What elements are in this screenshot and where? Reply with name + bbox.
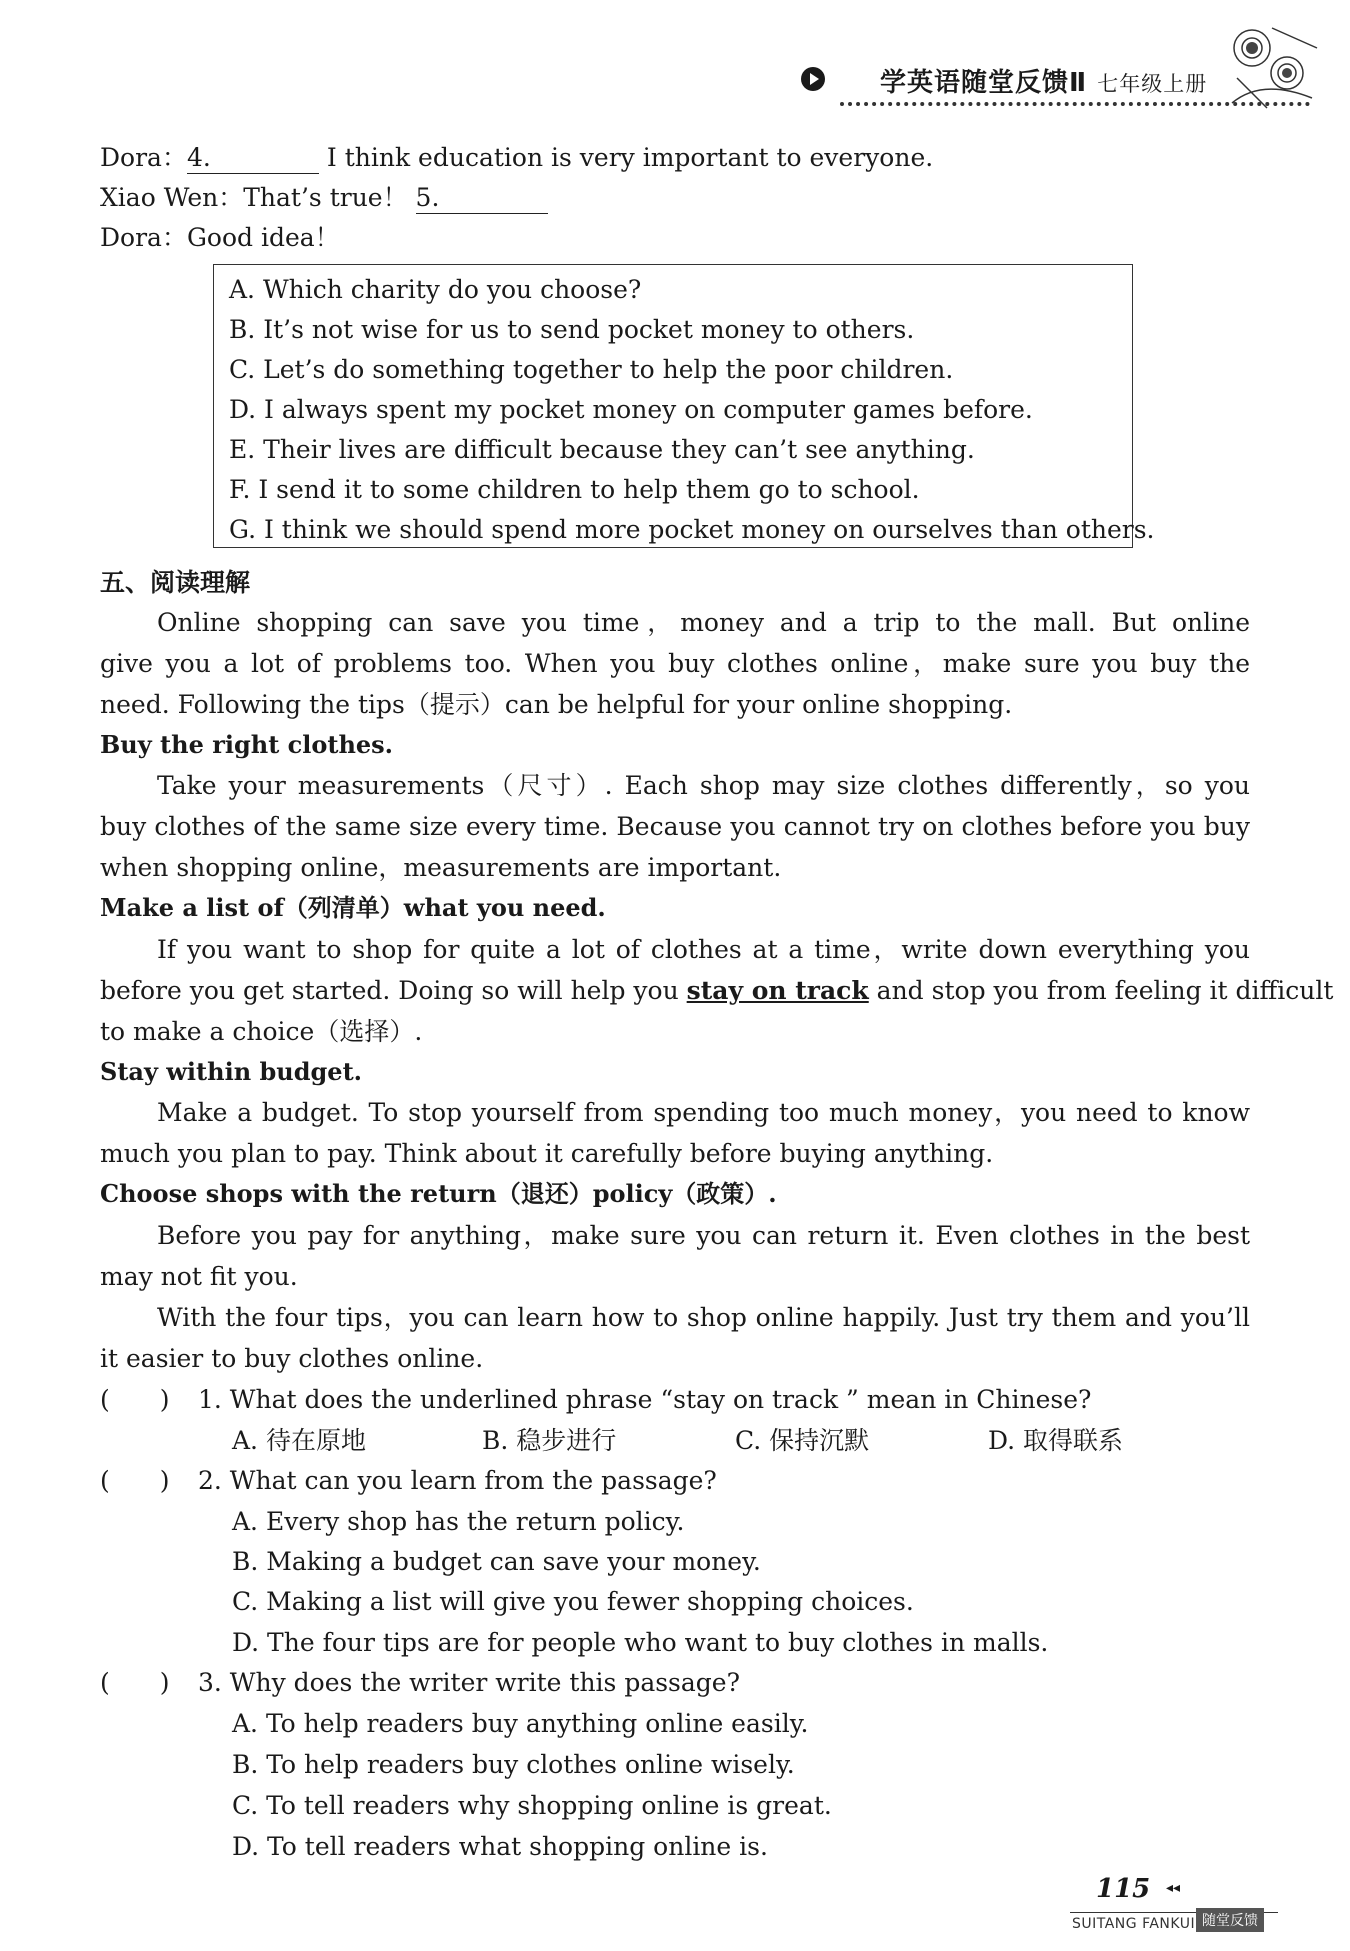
- passage-intro-line: give you a lot of problems too. When you buy clothes online，make sure you buy the: [100, 649, 1250, 678]
- tip-paragraph-line: may not fit you.: [100, 1262, 298, 1291]
- flower-decoration-icon: [1222, 18, 1322, 118]
- answer-paren-2[interactable]: ( ): [100, 1466, 170, 1495]
- answer-paren-3[interactable]: ( ): [100, 1668, 170, 1697]
- question-3-choice-c[interactable]: C. To tell readers why shopping online is great.: [232, 1791, 832, 1820]
- question-1-choice-a[interactable]: A. 待在原地: [232, 1426, 366, 1455]
- tip-paragraph-line: Before you pay for anything，make sure you can return it. Even clothes in the best: [157, 1221, 1250, 1250]
- question-1-choice-c[interactable]: C. 保持沉默: [735, 1426, 870, 1455]
- footer-english-label: SUITANG FANKUI: [1072, 1916, 1196, 1932]
- play-icon: [800, 66, 826, 92]
- tip-paragraph-line: before you get started. Doing so will help you stay on track and stop you from feeling it difficult: [100, 976, 1334, 1005]
- passage-intro-line: Online shopping can save you time，money and a trip to the mall. But online: [157, 608, 1250, 637]
- tip-paragraph-line: If you want to shop for quite a lot of clothes at a time，write down everything you: [157, 935, 1250, 964]
- footer-badge: 随堂反馈: [1196, 1908, 1264, 1932]
- dialogue-line-1: Dora：4. I think education is very important to everyone.: [100, 143, 934, 172]
- question-3-choice-d[interactable]: D. To tell readers what shopping online is.: [232, 1832, 768, 1861]
- answer-blank-4[interactable]: 4.: [187, 143, 319, 174]
- conclusion-line: With the four tips，you can learn how to shop online happily. Just try them and you’ll: [157, 1303, 1250, 1332]
- dialogue-line-3: Dora：Good idea！: [100, 223, 340, 252]
- tip-paragraph-line: much you plan to pay. Think about it carefully before buying anything.: [100, 1139, 994, 1168]
- question-3-choice-a[interactable]: A. To help readers buy anything online easily.: [232, 1709, 809, 1738]
- option-e: E. Their lives are difficult because they can’t see anything.: [229, 435, 975, 464]
- question-2-choice-c[interactable]: C. Making a list will give you fewer shopping choices.: [232, 1587, 914, 1616]
- conclusion-line: it easier to buy clothes online.: [100, 1344, 484, 1373]
- dialogue-line-2: Xiao Wen：That’s true！ 5.: [100, 178, 548, 218]
- tip-paragraph-line: when shopping online，measurements are important.: [100, 853, 782, 882]
- answer-blank-5[interactable]: 5.: [416, 183, 548, 214]
- page-number: 115: [1096, 1874, 1151, 1904]
- question-3-choice-b[interactable]: B. To help readers buy clothes online wisely.: [232, 1750, 795, 1779]
- section-title: 五、阅读理解: [100, 568, 251, 597]
- question-2-choice-d[interactable]: D. The four tips are for people who want to buy clothes in malls.: [232, 1628, 1049, 1657]
- question-2-stem: 2. What can you learn from the passage?: [198, 1466, 717, 1495]
- tip-heading-2: Make a list of（列清单）what you need.: [100, 893, 606, 922]
- question-2-choice-a[interactable]: A. Every shop has the return policy.: [232, 1507, 685, 1536]
- option-a: A. Which charity do you choose?: [229, 275, 642, 304]
- tip-paragraph-line: buy clothes of the same size every time. Because you cannot try on clothes before you buy: [100, 812, 1250, 841]
- underlined-phrase: stay on track: [686, 976, 869, 1005]
- tip-heading-4: Choose shops with the return（退还）policy（政策）.: [100, 1179, 777, 1208]
- option-b: B. It’s not wise for us to send pocket money to others.: [229, 315, 915, 344]
- tip-paragraph-line: Make a budget. To stop yourself from spending too much money，you need to know: [157, 1098, 1250, 1127]
- question-2-choice-b[interactable]: B. Making a budget can save your money.: [232, 1547, 761, 1576]
- question-1-choice-d[interactable]: D. 取得联系: [988, 1426, 1124, 1455]
- passage-intro-line: need. Following the tips（提示）can be helpful for your online shopping.: [100, 690, 1013, 719]
- tip-heading-3: Stay within budget.: [100, 1057, 363, 1086]
- question-3-stem: 3. Why does the writer write this passage?: [198, 1668, 740, 1697]
- question-1-choice-b[interactable]: B. 稳步进行: [482, 1426, 617, 1455]
- header-title: 学英语随堂反馈Ⅱ 七年级上册: [880, 68, 1208, 98]
- options-box: [213, 264, 1155, 548]
- option-g: G. I think we should spend more pocket money on ourselves than others.: [229, 515, 1155, 544]
- double-arrow-icon: ◂◂: [1166, 1880, 1181, 1896]
- tip-paragraph-line: to make a choice（选择）.: [100, 1017, 423, 1046]
- tip-heading-1: Buy the right clothes.: [100, 730, 394, 759]
- option-d: D. I always spent my pocket money on computer games before.: [229, 395, 1033, 424]
- option-f: F. I send it to some children to help them go to school.: [229, 475, 920, 504]
- header-subtitle: 七年级上册: [1097, 72, 1208, 96]
- answer-paren-1[interactable]: ( ): [100, 1385, 170, 1414]
- tip-paragraph-line: Take your measurements（尺寸）. Each shop may size clothes differently，so you: [157, 771, 1250, 800]
- option-c: C. Let’s do something together to help the poor children.: [229, 355, 954, 384]
- question-1-stem: 1. What does the underlined phrase “stay on track ” mean in Chinese?: [198, 1385, 1092, 1414]
